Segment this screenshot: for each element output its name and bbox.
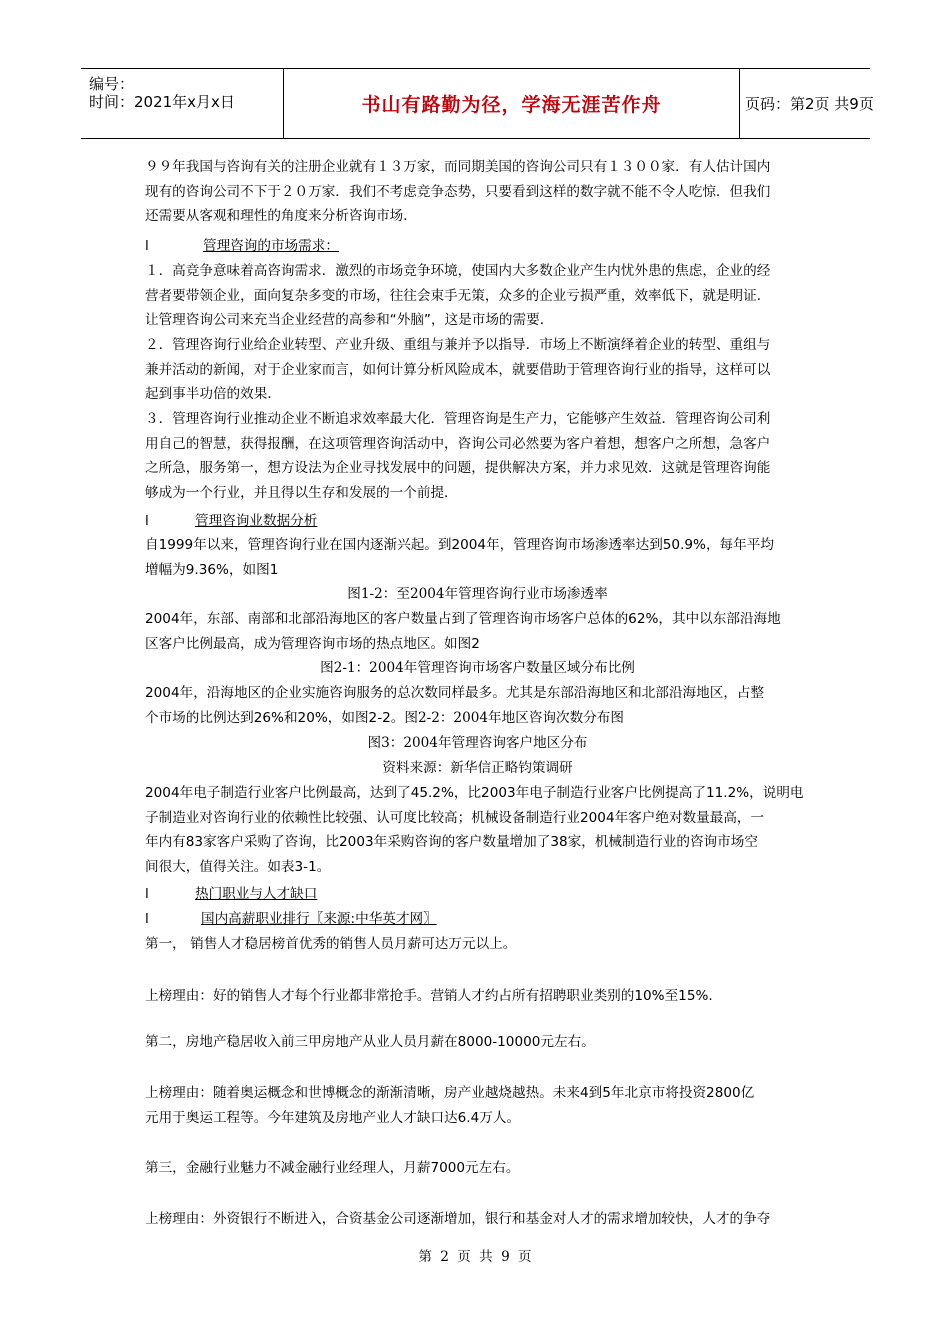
text-line: ３．管理咨询行业推动企业不断追求效率最大化．管理咨询是生产力，它能够产生效益．管理咨询公司利 (145, 411, 771, 427)
header-motto-cell (283, 69, 740, 138)
time-label: 时间：2021年x月x日 (89, 93, 235, 111)
rank-2: 第二，房地产稳居收入前三甲房地产从业人员月薪在8000-10000元左右。 (145, 1034, 595, 1050)
text-span: 个市场的比例达到26%和20%，如图2-2。 (145, 709, 405, 726)
heading-text: 管理咨询业数据分析 (195, 513, 318, 529)
text-line: 让管理咨询公司来充当企业经营的高参和“外脑”，这是市场的需要． (145, 312, 554, 328)
text-line: 够成为一个行业，并且得以生存和发展的一个前提． (145, 484, 458, 501)
text-line: 上榜理由：随着奥运概念和世博概念的渐渐清晰，房产业越烧越热。未来4到5年北京市将投资2800亿 (145, 1085, 755, 1101)
section-heading-ranking (145, 907, 437, 931)
paragraph-penetration (145, 533, 810, 582)
header-page-cell (739, 69, 874, 138)
text-line: 区客户比例最高，成为管理咨询市场的热点地区。如图2 (145, 635, 480, 652)
number-label: 编号： (89, 75, 135, 93)
heading-text: 国内高薪职业排行〖来源:中华英才网〗 (201, 911, 437, 927)
bullet: l (145, 886, 149, 902)
motto: 书山有路勤为径，学海无涯苦作舟 (361, 94, 662, 116)
text-line: 2004年，东部、南部和北部沿海地区的客户数量占到了管理咨询市场客户总体的62%，其中以东部沿海地 (145, 611, 781, 627)
rank-3: 第三，金融行业魅力不减金融行业经理人，月薪7000元左右。 (145, 1160, 520, 1176)
page-footer: 第 2 页 共 9 页 (418, 1249, 532, 1265)
bullet: l (145, 238, 149, 254)
paragraph-point-2 (145, 333, 810, 407)
paragraph-point-1 (145, 259, 810, 333)
text-line: 营者要带领企业，面向复杂多变的市场，往往会束手无策，众多的企业亏损严重，效率低下，就是明证． (145, 287, 771, 304)
header-table (81, 68, 874, 139)
text-line: 2004年，沿海地区的企业实施咨询服务的总次数同样最多。尤其是东部沿海地区和北部沿海地区，占整 (145, 685, 765, 701)
heading-text: 热门职业与人才缺口 (195, 886, 318, 902)
text-line: １．高竞争意味着高咨询需求．激烈的市场竞争环境，使国内大多数企业产生内忧外患的焦虑，企业的经 (145, 263, 771, 279)
rank-1-reason: 上榜理由：好的销售人才每个行业都非常抢手。营销人才约占所有招聘职业类别的10%至15%. (145, 988, 713, 1004)
paragraph-point-3 (145, 407, 810, 505)
text-line: 还需要从客观和理性的角度来分析咨询市场． (145, 208, 417, 224)
paragraph-electronics (145, 781, 810, 879)
text-line: 现有的咨询公司不下于２０万家．我们不考虑竞争态势，只要看到这样的数字就不能不令人吃惊．但我们 (145, 183, 771, 200)
section-heading-demand (145, 234, 339, 258)
section-heading-jobs (145, 882, 317, 906)
text-line: 兼并活动的新闻，对于企业家而言，如何计算分析风险成本，就要借助于管理咨询行业的指导，这样可以 (145, 361, 771, 378)
paragraph-coastal (145, 681, 810, 730)
bullet: l (145, 911, 149, 927)
heading-text: 管理咨询的市场需求： (203, 238, 339, 254)
text-line: 子制造业对咨询行业的依赖性比较强、认可度比较高；机械设备制造行业2004年客户绝对数量最高，一 (145, 809, 765, 826)
section-heading-data (145, 509, 317, 533)
rank-3-reason: 上榜理由：外资银行不断进入，合资基金公司逐渐增加，银行和基金对人才的需求增加较快，人才的争夺 (145, 1211, 771, 1227)
rank-1: 第一， 销售人才稳居榜首优秀的销售人员月薪可达万元以上。 (145, 936, 517, 952)
text-line: 自1999年以来，管理咨询行业在国内逐渐兴起。到2004年，管理咨询市场渗透率达到50.9%，每年平均 (145, 537, 774, 553)
text-line: ２．管理咨询行业给企业转型、产业升级、重组与兼并予以指导．市场上不断演绎着企业的转型、重组与 (145, 337, 771, 353)
figure-caption-1: 图1-2：至2004年管理咨询行业市场渗透率 (347, 586, 608, 602)
rank-2-reason (145, 1081, 810, 1130)
text-line: 间很大，值得关注。如表3-1。 (145, 858, 331, 875)
header-left-cell (81, 69, 283, 138)
text-line: 2004年电子制造行业客户比例最高，达到了45.2%，比2003年电子制造行业客户比例提高了11.2%，说明电 (145, 785, 804, 801)
text-line: 用自己的智慧，获得报酬，在这项管理咨询活动中，咨询公司必然要为客户着想，想客户之所想，急客户 (145, 435, 771, 452)
source-note: 资料来源：新华信正略钧策调研 (382, 760, 573, 776)
text-line: ９９年我国与咨询有关的注册企业就有１３万家，而同期美国的咨询公司只有１３００家．有人估计国内 (145, 159, 771, 175)
text-line: 年内有83家客户采购了咨询，比2003年采购咨询的客户数量增加了38家，机械制造行业的咨询市场空 (145, 834, 758, 850)
bullet: l (145, 513, 149, 529)
text-line: 起到事半功倍的效果． (145, 386, 281, 402)
inline-figure-caption: 图2-2：2004年地区咨询次数分布图 (404, 709, 624, 726)
text-line (145, 706, 810, 731)
page-info: 页码：第2页 共9页 (745, 95, 874, 113)
text-line: 元用于奥运工程等。今年建筑及房地产业人才缺口达6.4万人。 (145, 1109, 521, 1126)
text-line: 增幅为9.36%，如图1 (145, 561, 279, 578)
text-line: 之所急，服务第一，想方设法为企业寻找发展中的问题，提供解决方案，并力求见效．这就是管理咨询能 (145, 460, 771, 476)
paragraph-regions (145, 607, 810, 656)
figure-caption-3: 图3：2004年管理咨询客户地区分布 (367, 735, 588, 751)
paragraph-intro (145, 155, 810, 229)
figure-caption-2: 图2-1：2004年管理咨询市场客户数量区域分布比例 (320, 660, 635, 676)
